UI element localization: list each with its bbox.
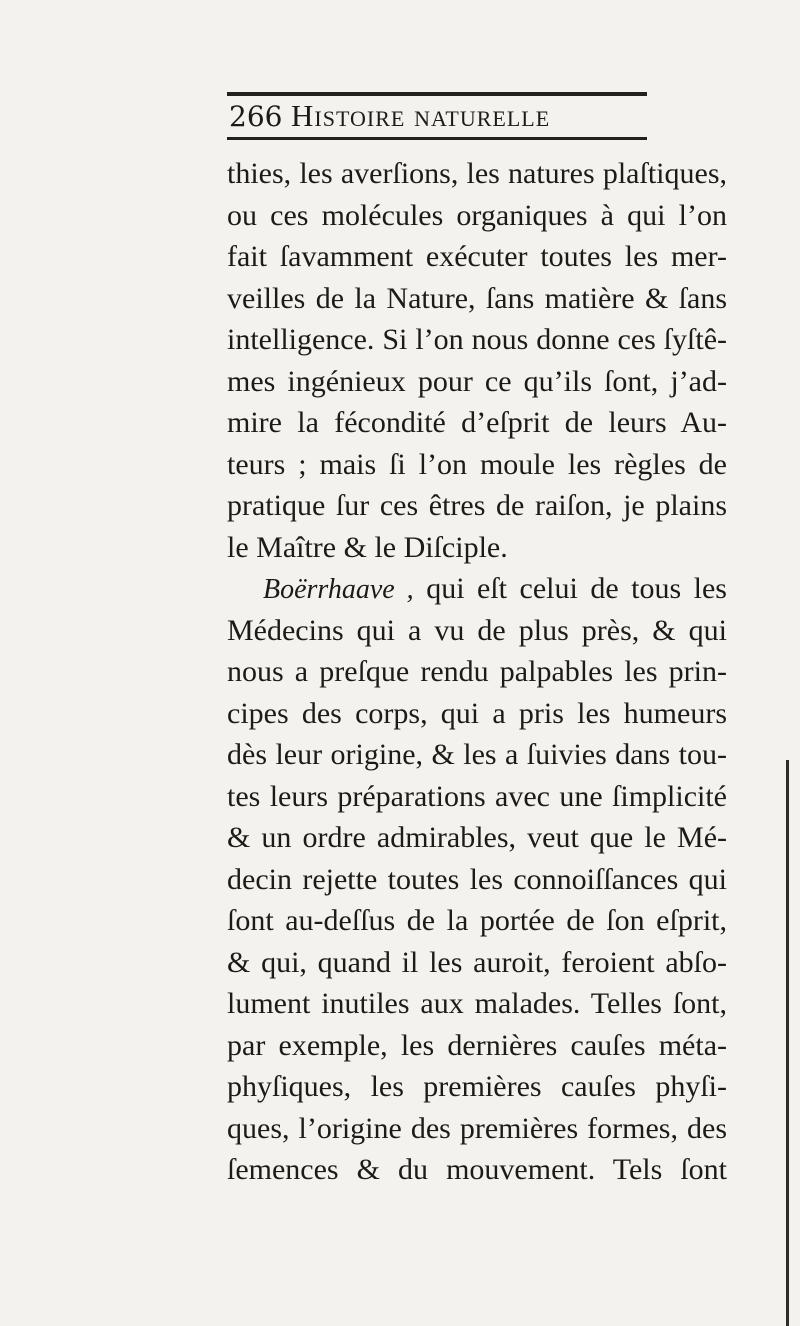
header-bottom-rule (227, 137, 647, 140)
text-line: mire la fécondité d’eſprit de leurs Au- (227, 406, 727, 439)
text-line: teurs ; mais ſi l’on moule les règles de (227, 447, 727, 481)
text-line: fait ſavamment exécuter toutes les mer- (227, 240, 727, 273)
text-line: ou ces molécules organiques à qui l’on (227, 198, 727, 232)
text-line: cipes des corps, qui a pris les humeurs (227, 696, 727, 730)
author-name: Boërrhaave , (263, 574, 414, 605)
text-line: ques, l’origine des premières formes, des (227, 1111, 727, 1145)
text-line: mes ingénieux pour ce qu’ils ſont, j’ad- (227, 364, 727, 398)
text-fragment: qui eſt celui de tous les (413, 572, 727, 605)
text-line: par exemple, les dernières cauſes méta- (227, 1028, 727, 1062)
header-top-rule (227, 92, 647, 96)
text-line: thies, les averſions, les natures plaſtiques, (227, 157, 727, 190)
text-line: pratique ſur ces êtres de raiſon, je plains (227, 489, 727, 522)
text-line: tes leurs préparations avec une ſimplicité (227, 779, 727, 813)
text-line: ſont au-deſſus de la portée de ſon eſprit, (227, 904, 727, 937)
text-line: phyſiques, les premières cauſes phyſi- (227, 1070, 727, 1103)
text-line: Médecins qui a vu de plus près, & qui (227, 613, 727, 647)
text-line: lument inutiles aux malades. Telles ſont, (227, 987, 727, 1020)
text-line: decin rejette toutes les connoiſſances qui (227, 862, 727, 896)
body-text (227, 153, 727, 1191)
text-line: dès leur origine, & les a ſuivies dans tou- (227, 738, 727, 771)
paragraph-start-line (227, 568, 727, 610)
running-head (229, 98, 647, 134)
text-line: le Maître & le Diſciple. (227, 530, 508, 564)
page-number: 266 (229, 100, 283, 133)
text-line: & un ordre admirables, veut que le Mé- (227, 821, 727, 854)
page-edge-shadow (786, 760, 789, 1326)
text-line: intelligence. Si l’on nous donne ces ſyſtê- (227, 323, 727, 356)
running-title: Histoire naturelle (291, 98, 551, 133)
text-line: nous a preſque rendu palpables les prin- (227, 655, 727, 688)
text-line: ſemences & du mouvement. Tels ſont (227, 1153, 727, 1186)
text-line: veilles de la Nature, ſans matière & ſans (227, 281, 727, 315)
text-line: & qui, quand il les auroit, feroient abſo- (227, 945, 727, 979)
